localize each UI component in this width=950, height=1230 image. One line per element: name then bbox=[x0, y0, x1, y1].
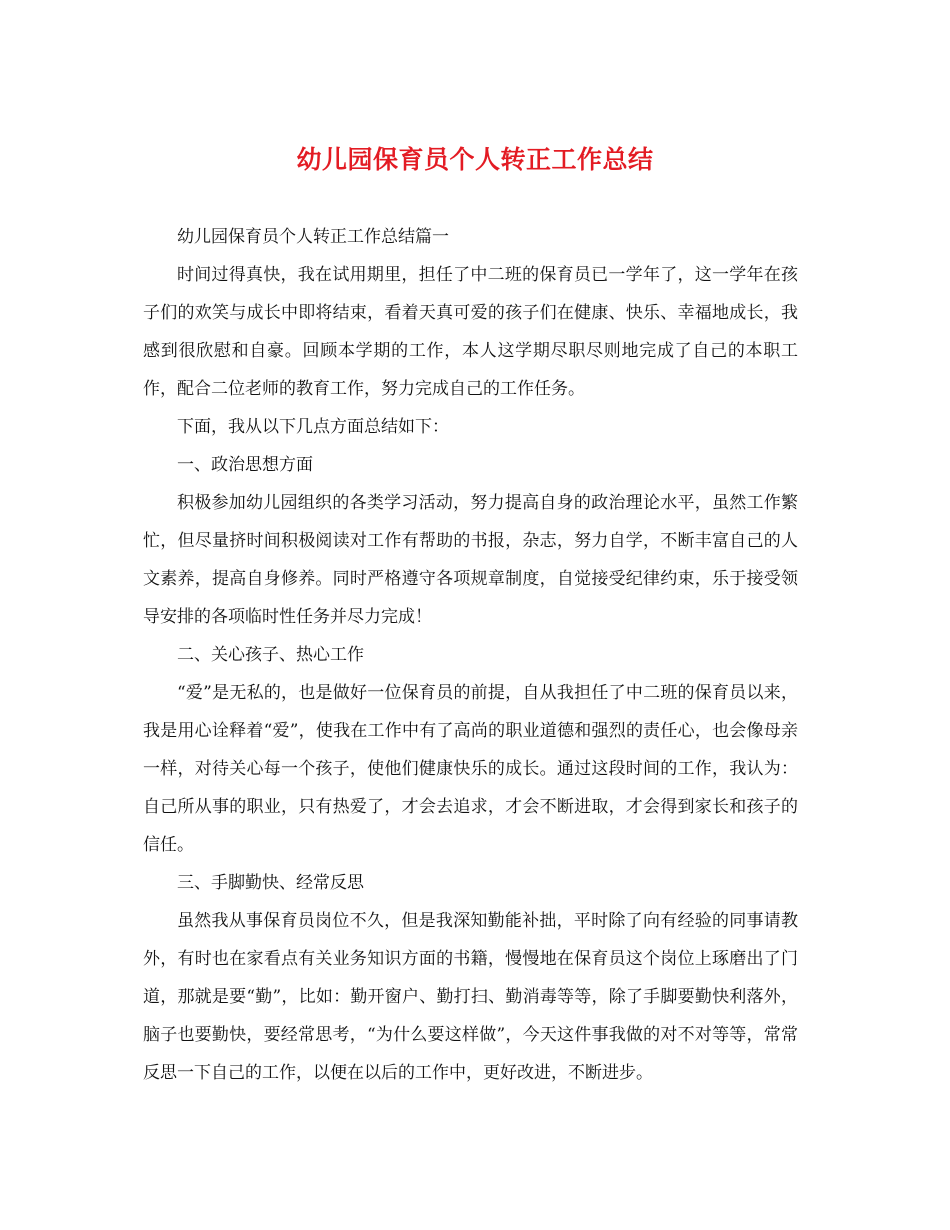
section-2-paragraph: “爱”是无私的，也是做好一位保育员的前提，自从我担任了中二班的保育员以来，我是用心诠释着“爱”，使我在工作中有了高尚的职业道德和强烈的责任心，也会像母亲一样，对待关心每一个孩子，使他们健康快乐的成长。通过这段时间的工作，我认为：自己所从事的职业，只有热爱了，才会去追求，才会不断进取，才会得到家长和孩子的信任。 bbox=[143, 683, 798, 855]
section-3-paragraph: 虽然我从事保育员岗位不久，但是我深知勤能补拙，平时除了向有经验的同事请教外，有时也在家看点有关业务知识方面的书籍，慢慢地在保育员这个岗位上琢磨出了门道，那就是要“勤”，比如：勤开窗户、勤打扫、勤消毒等等，除了手脚要勤快利落外，脑子也要勤快，要经常思考，“为什么要这样做”，今天这件事我做的对不对等等，常常反思一下自己的工作，以便在以后的工作中，更好改进，不断进步。 bbox=[143, 911, 798, 1083]
section-heading-3: 三、手脚勤快、经常反思 bbox=[177, 873, 364, 893]
document-body bbox=[143, 218, 798, 1092]
section-heading-2: 二、关心孩子、热心工作 bbox=[177, 645, 364, 665]
section-heading-1: 一、政治思想方面 bbox=[177, 455, 313, 475]
section-1-paragraph: 积极参加幼儿园组织的各类学习活动，努力提高自身的政治理论水平，虽然工作繁忙，但尽量挤时间积极阅读对工作有帮助的书报，杂志，努力自学，不断丰富自己的人文素养，提高自身修养。同时严格遵守各项规章制度，自觉接受纪律约束，乐于接受领导安排的各项临时性任务并尽力完成！ bbox=[143, 493, 798, 627]
document-title: 幼儿园保育员个人转正工作总结 bbox=[296, 145, 654, 174]
intro-paragraph: 时间过得真快，我在试用期里，担任了中二班的保育员已一学年了，这一学年在孩子们的欢笑与成长中即将结束，看着天真可爱的孩子们在健康、快乐、幸福地成长，我感到很欣慰和自豪。回顾本学期的工作，本人这学期尽职尽则地完成了自己的本职工作，配合二位老师的教育工作，努力完成自己的工作任务。 bbox=[143, 265, 798, 399]
summary-lead-paragraph: 下面，我从以下几点方面总结如下： bbox=[177, 417, 449, 437]
subtitle-paragraph: 幼儿园保育员个人转正工作总结篇一 bbox=[177, 227, 449, 247]
